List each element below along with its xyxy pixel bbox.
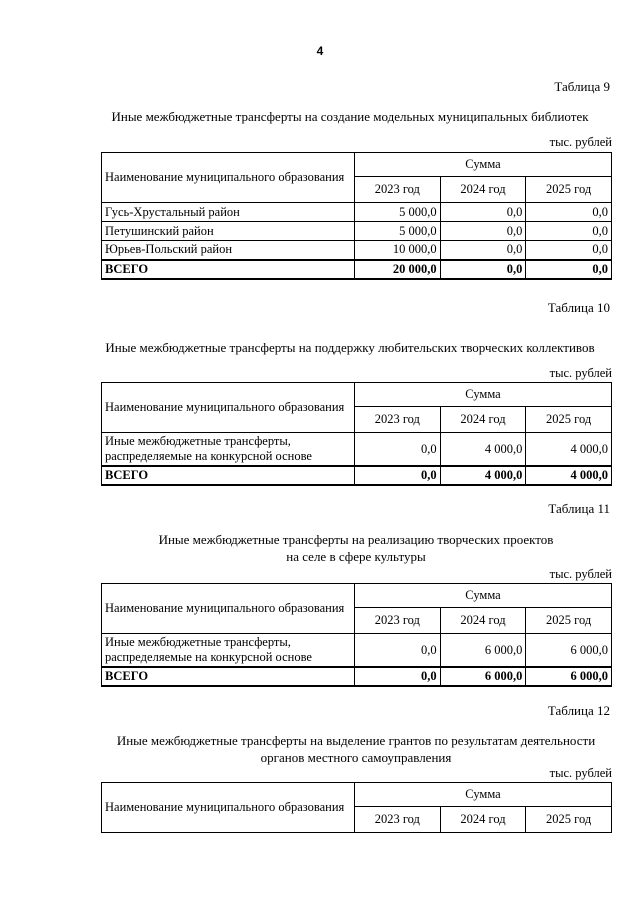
total-2024: 4 000,0 (440, 466, 526, 485)
value-2025: 4 000,0 (526, 433, 612, 467)
table-12-units: тыс. рублей (549, 766, 612, 780)
table-row (102, 433, 612, 467)
table-row (102, 634, 612, 668)
total-2025: 4 000,0 (526, 466, 612, 485)
row-name: Юрьев-Польский район (102, 241, 355, 260)
table-row (102, 203, 612, 222)
year-header-2025: 2025 год (526, 177, 612, 203)
sum-header: Сумма (355, 383, 612, 407)
table-9-units: тыс. рублей (549, 135, 612, 149)
year-header-2024: 2024 год (440, 807, 526, 833)
value-2024: 4 000,0 (440, 433, 526, 467)
value-2023: 0,0 (355, 634, 441, 668)
table-11-caption-line2: на селе в сфере культуры (286, 549, 426, 564)
table-12-caption-line2: органов местного самоуправления (260, 750, 452, 765)
total-row (102, 466, 612, 485)
year-header-2024: 2024 год (440, 177, 526, 203)
value-2024: 6 000,0 (440, 634, 526, 668)
year-header-2023: 2023 год (355, 177, 441, 203)
table-9-caption: Иные межбюджетные трансферты на создание модельных муниципальных библиотек (111, 109, 589, 124)
name-column-header: Наименование муниципального образования (102, 783, 355, 833)
value-2025: 0,0 (526, 241, 612, 260)
row-name (102, 433, 355, 467)
table-12-caption (80, 732, 632, 766)
row-name-line2: распределяемые на конкурсной основе (105, 650, 312, 664)
total-2023: 0,0 (355, 466, 441, 485)
name-column-header: Наименование муниципального образования (102, 153, 355, 203)
year-header-2023: 2023 год (355, 807, 441, 833)
value-2025: 0,0 (526, 222, 612, 241)
year-header-2023: 2023 год (355, 608, 441, 634)
total-row (102, 260, 612, 279)
table-11-caption-line1: Иные межбюджетные трансферты на реализацию творческих проектов (158, 532, 554, 547)
value-2025: 0,0 (526, 203, 612, 222)
table-9 (101, 152, 612, 280)
table-row (102, 241, 612, 260)
table-11-units: тыс. рублей (549, 567, 612, 581)
year-header-2025: 2025 год (526, 407, 612, 433)
total-row (102, 667, 612, 686)
name-column-header: Наименование муниципального образования (102, 383, 355, 433)
year-header-2024: 2024 год (440, 608, 526, 634)
total-2024: 6 000,0 (440, 667, 526, 686)
row-name: Петушинский район (102, 222, 355, 241)
year-header-2025: 2025 год (526, 807, 612, 833)
table-row (102, 222, 612, 241)
value-2025: 6 000,0 (526, 634, 612, 668)
table-10-label: Таблица 10 (547, 300, 610, 315)
year-header-2024: 2024 год (440, 407, 526, 433)
total-2023: 0,0 (355, 667, 441, 686)
row-name-line2: распределяемые на конкурсной основе (105, 449, 312, 463)
sum-header: Сумма (355, 783, 612, 807)
table-12-caption-line1: Иные межбюджетные трансферты на выделение грантов по результатам деятельности (116, 733, 596, 748)
table-10-caption: Иные межбюджетные трансферты на поддержку любительских творческих коллективов (105, 340, 595, 355)
value-2023: 5 000,0 (355, 222, 441, 241)
page-number: 4 (316, 44, 324, 58)
table-9-label: Таблица 9 (554, 79, 610, 94)
total-label: ВСЕГО (102, 466, 355, 485)
row-name-line1: Иные межбюджетные трансферты, (105, 434, 291, 448)
value-2024: 0,0 (440, 222, 526, 241)
total-2024: 0,0 (440, 260, 526, 279)
row-name (102, 634, 355, 668)
sum-header: Сумма (355, 153, 612, 177)
total-2025: 6 000,0 (526, 667, 612, 686)
value-2023: 5 000,0 (355, 203, 441, 222)
table-11 (101, 583, 612, 687)
table-10 (101, 382, 612, 486)
total-label: ВСЕГО (102, 260, 355, 279)
table-12 (101, 782, 612, 833)
row-name-line1: Иные межбюджетные трансферты, (105, 635, 291, 649)
table-10-units: тыс. рублей (549, 366, 612, 380)
value-2024: 0,0 (440, 241, 526, 260)
value-2023: 0,0 (355, 433, 441, 467)
total-2023: 20 000,0 (355, 260, 441, 279)
name-column-header: Наименование муниципального образования (102, 584, 355, 634)
sum-header: Сумма (355, 584, 612, 608)
value-2023: 10 000,0 (355, 241, 441, 260)
table-12-label: Таблица 12 (547, 703, 610, 718)
value-2024: 0,0 (440, 203, 526, 222)
year-header-2023: 2023 год (355, 407, 441, 433)
row-name: Гусь-Хрустальный район (102, 203, 355, 222)
total-label: ВСЕГО (102, 667, 355, 686)
total-2025: 0,0 (526, 260, 612, 279)
table-11-caption (100, 531, 612, 565)
table-11-label: Таблица 11 (548, 501, 610, 516)
year-header-2025: 2025 год (526, 608, 612, 634)
